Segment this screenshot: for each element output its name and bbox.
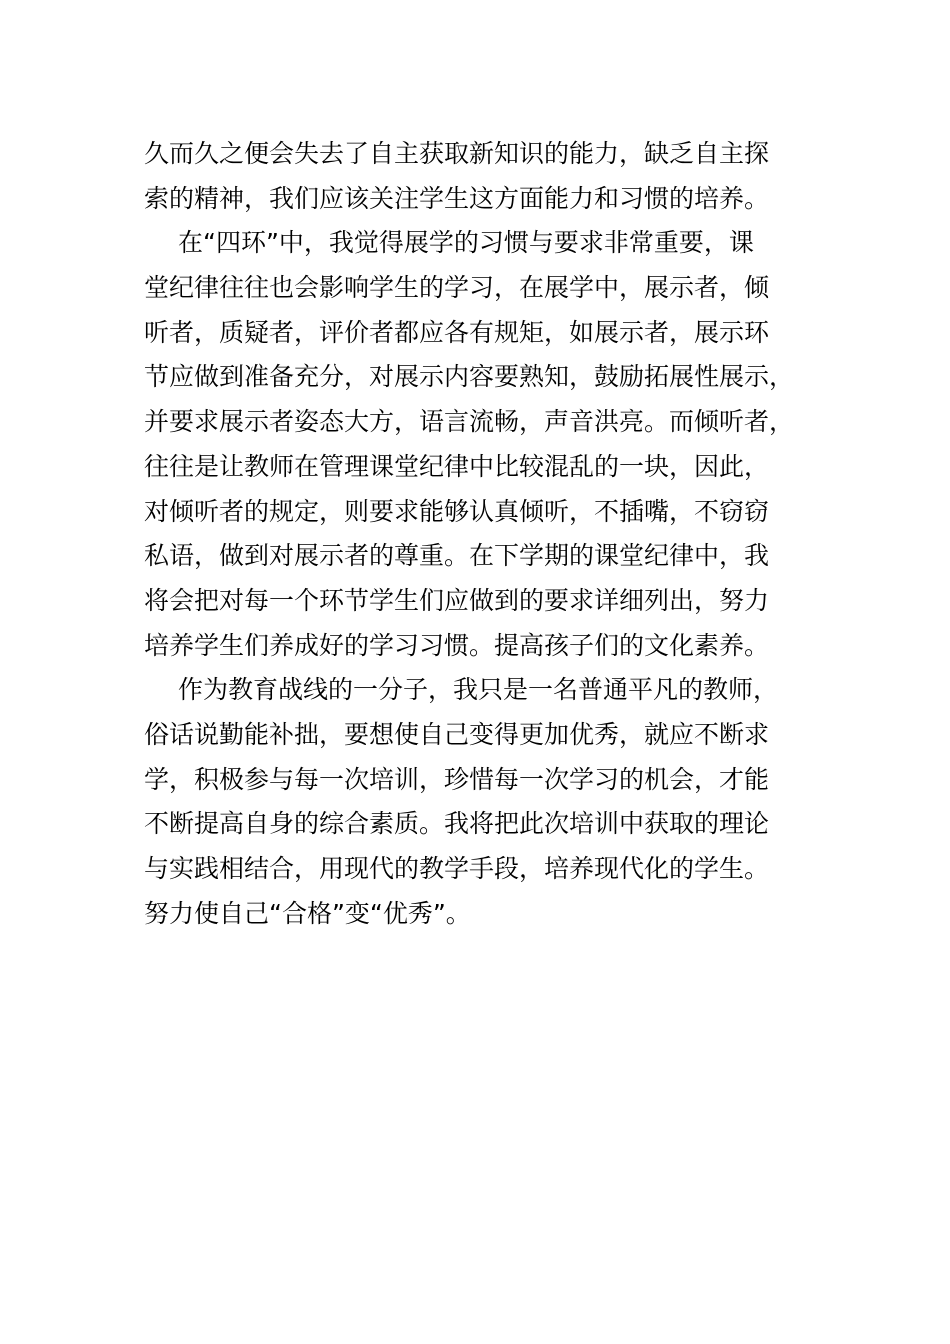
text-line: 对倾听者的规定，则要求能够认真倾听，不插嘴，不窃窃	[144, 496, 770, 526]
text-line: 并要求展示者姿态大方，语言流畅，声音洪亮。而倾听者，	[144, 407, 795, 437]
text-line: 久而久之便会失去了自主获取新知识的能力，缺乏自主探	[144, 139, 770, 168]
body-text	[144, 132, 804, 936]
text-line: 索的精神，我们应该关注学生这方面能力和习惯的培养。	[144, 183, 770, 213]
text-line: 将会把对每一个环节学生们应做到的要求详细列出，努力	[144, 585, 770, 615]
text-line: 学，积极参与每一次培训，珍惜每一次学习的机会，才能	[144, 764, 770, 794]
text-line: 在“四环”中，我觉得展学的习惯与要求非常重要，课	[178, 228, 754, 258]
text-line: 听者，质疑者，评价者都应各有规矩，如展示者，展示环	[144, 317, 770, 347]
text-line: 堂纪律往往也会影响学生的学习，在展学中，展示者，倾	[144, 273, 770, 303]
text-line: 往往是让教师在管理课堂纪律中比较混乱的一块，因此，	[144, 451, 770, 481]
text-line: 作为教育战线的一分子，我只是一名普通平凡的教师，	[178, 675, 779, 705]
text-line: 私语，做到对展示者的尊重。在下学期的课堂纪律中，我	[144, 541, 770, 571]
text-line: 与实践相结合，用现代的教学手段，培养现代化的学生。	[144, 854, 770, 883]
text-line: 不断提高自身的综合素质。我将把此次培训中获取的理论	[144, 809, 770, 839]
text-line: 努力使自己“合格”变“优秀”。	[144, 898, 471, 928]
text-line: 培养学生们养成好的学习习惯。提高孩子们的文化素养。	[144, 630, 770, 660]
text-line: 俗话说勤能补拙，要想使自己变得更加优秀，就应不断求	[144, 719, 770, 749]
text-line: 节应做到准备充分，对展示内容要熟知，鼓励拓展性展示，	[144, 362, 795, 392]
